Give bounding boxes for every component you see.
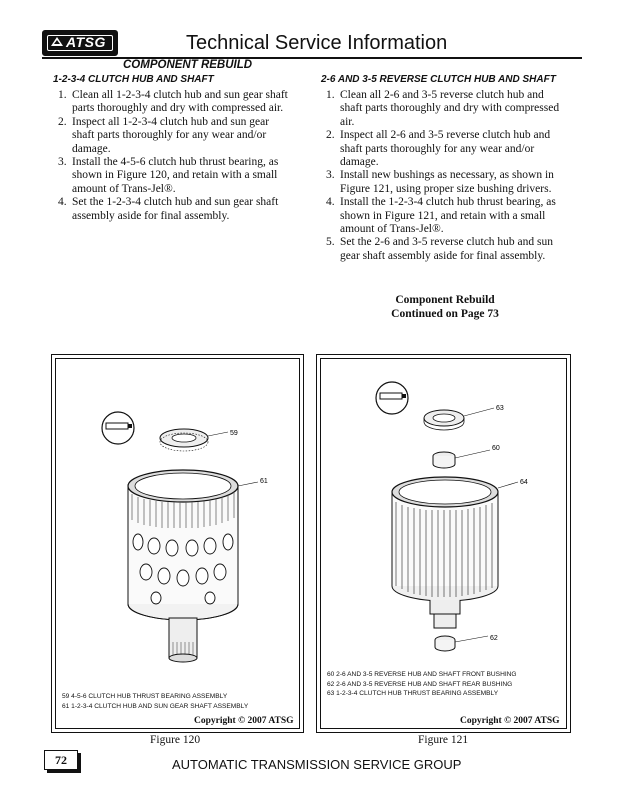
step-line: shown in Figure 120, and retain with a small bbox=[72, 169, 278, 182]
legend-item-59: 59 4-5-6 CLUTCH HUB THRUST BEARING ASSEMBLY bbox=[62, 693, 228, 700]
trans-jel-icon bbox=[102, 412, 134, 444]
step-line: assembly aside for final assembly. bbox=[72, 209, 230, 222]
figure-121-illustration bbox=[322, 360, 566, 670]
right-column-heading: 2-6 AND 3-5 REVERSE CLUTCH HUB AND SHAFT bbox=[321, 74, 556, 85]
step-line: Set the 2-6 and 3-5 reverse clutch hub and sun bbox=[340, 236, 554, 249]
figure-120-label: Figure 120 bbox=[150, 734, 201, 746]
thrust-bearing-59-icon bbox=[160, 429, 208, 451]
step-number: 3. bbox=[58, 156, 67, 169]
atsg-logo-mark-icon bbox=[50, 36, 64, 48]
step-item bbox=[326, 89, 588, 129]
step-number: 2. bbox=[326, 129, 335, 142]
page-number: 72 bbox=[44, 750, 78, 770]
callout-64: 64 bbox=[520, 479, 528, 486]
step-line: shaft parts thoroughly for any wear and/or bbox=[340, 142, 535, 155]
figure-120-illustration bbox=[56, 360, 299, 685]
step-line: Install the 4-5-6 clutch hub thrust bearing, as bbox=[72, 156, 279, 169]
continued-note bbox=[330, 294, 560, 321]
reverse-clutch-hub-64-icon bbox=[392, 477, 498, 628]
legend-item-62: 62 2-6 AND 3-5 REVERSE HUB AND SHAFT REAR BUSHING bbox=[327, 680, 513, 688]
thrust-bearing-63-icon bbox=[424, 410, 464, 430]
step-line: shaft parts thoroughly for any wear and/or bbox=[72, 129, 267, 142]
step-line: gear shaft assembly aside for final assembly. bbox=[340, 249, 546, 262]
step-line: air. bbox=[340, 115, 355, 128]
legend-item-60: 60 2-6 AND 3-5 REVERSE HUB AND SHAFT FRONT BUSHING bbox=[327, 671, 517, 678]
step-line: Clean all 2-6 and 3-5 reverse clutch hub and bbox=[340, 89, 544, 101]
step-line: amount of Trans-Jel®. bbox=[72, 182, 176, 195]
figure-120-legend bbox=[62, 692, 248, 711]
step-line: Install the 1-2-3-4 clutch hub thrust bearing, as bbox=[340, 196, 556, 209]
footer-organization: AUTOMATIC TRANSMISSION SERVICE GROUP bbox=[172, 757, 462, 772]
continued-note-line-2: Continued on Page 73 bbox=[391, 307, 499, 320]
step-line: Inspect all 1-2-3-4 clutch hub and sun gear bbox=[72, 115, 270, 128]
step-item bbox=[58, 156, 320, 196]
step-number: 2. bbox=[58, 115, 67, 128]
step-item bbox=[58, 89, 320, 116]
step-line: parts thoroughly and dry with compressed air. bbox=[72, 102, 284, 115]
callout-63: 63 bbox=[496, 405, 504, 412]
figure-121-copyright: Copyright © 2007 ATSG bbox=[460, 716, 560, 726]
left-column-heading: 1-2-3-4 CLUTCH HUB AND SHAFT bbox=[53, 74, 214, 85]
figure-121-legend bbox=[327, 670, 517, 699]
step-item bbox=[58, 196, 320, 223]
atsg-logo bbox=[42, 30, 118, 56]
step-number: 4. bbox=[326, 196, 335, 209]
front-bushing-60-icon bbox=[433, 452, 455, 468]
step-line: amount of Trans-Jel®. bbox=[340, 223, 444, 236]
continued-note-line-1: Component Rebuild bbox=[395, 294, 495, 306]
step-line: shown in Figure 121, and retain with a small bbox=[340, 209, 546, 222]
section-title: COMPONENT REBUILD bbox=[123, 59, 253, 71]
page-header-title: Technical Service Information bbox=[186, 32, 448, 54]
legend-item-63: 63 1-2-3-4 CLUTCH HUB THRUST BEARING ASSEMBLY bbox=[327, 690, 499, 697]
callout-59: 59 bbox=[230, 430, 238, 437]
step-item bbox=[326, 169, 588, 196]
step-number: 3. bbox=[326, 169, 335, 182]
left-steps-list bbox=[58, 89, 320, 223]
figure-120-copyright: Copyright © 2007 ATSG bbox=[194, 716, 294, 726]
clutch-hub-61-icon bbox=[128, 470, 238, 662]
figure-121-label: Figure 121 bbox=[418, 734, 469, 746]
step-number: 1. bbox=[326, 89, 335, 101]
step-number: 1. bbox=[58, 89, 67, 101]
trans-jel-icon bbox=[376, 382, 408, 414]
right-steps-list bbox=[326, 89, 588, 263]
step-item bbox=[326, 236, 588, 263]
step-item bbox=[326, 196, 588, 236]
step-line: Figure 121, using proper size bushing drivers. bbox=[340, 182, 552, 195]
step-number: 5. bbox=[326, 236, 335, 249]
step-item bbox=[326, 129, 588, 169]
step-line: Inspect all 2-6 and 3-5 reverse clutch hub and bbox=[340, 129, 551, 142]
logo-text: ATSG bbox=[66, 34, 106, 50]
step-item bbox=[58, 116, 320, 156]
rear-bushing-62-icon bbox=[435, 636, 455, 651]
step-line: damage. bbox=[72, 142, 111, 155]
callout-60: 60 bbox=[492, 445, 500, 452]
step-line: Install new bushings as necessary, as shown in bbox=[340, 169, 554, 182]
step-line: shaft parts thoroughly and dry with compressed bbox=[340, 102, 560, 115]
callout-62: 62 bbox=[490, 635, 498, 642]
step-line: Clean all 1-2-3-4 clutch hub and sun gear shaft bbox=[72, 89, 288, 101]
step-line: damage. bbox=[340, 156, 379, 169]
legend-item-61: 61 1-2-3-4 CLUTCH HUB AND SUN GEAR SHAFT ASSEMBLY bbox=[62, 702, 249, 710]
step-line: Set the 1-2-3-4 clutch hub and sun gear shaft bbox=[72, 196, 279, 209]
step-number: 4. bbox=[58, 196, 67, 209]
callout-61: 61 bbox=[260, 478, 268, 485]
